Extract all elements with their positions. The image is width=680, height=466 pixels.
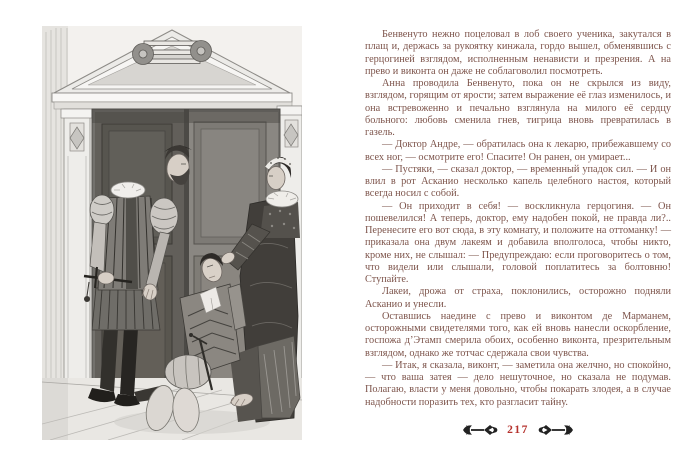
paragraph: — Пустяки, — сказал доктор, — временный упадок сил. — И он влил в рот Асканио несколько капель целебного настоя, который всегда носил с собой. (365, 163, 671, 200)
page-footer (365, 421, 671, 439)
paragraph: — Он приходит в себя! — воскликнула герцогиня. — Он пошевелился! А теперь, доктор, ему надобен покой, не правда ли?.. Перенесите его вот сюда, в эту комнату, и положите на оттоманку! — приказала она двум лакеям и добавила вполголоса, чтобы никто, кроме них, не слышал: — Предупреждаю: если проговоритесь о том, что видели или слышали, головой поплатитесь за болтовню! Ступайте. (365, 200, 671, 285)
paragraph: — Доктор Андре, — обратилась она к лекарю, прибежавшему со всех ног, — осмотрите его! Спасите! Он ранен, он умирает... (365, 139, 671, 163)
paragraph: — Итак, я сказала, виконт, — заметила она желчно, но спокойно, — что ваша затея — дело нешуточное, но сказала не подумав. Полагаю, власти у меня довольно, чтобы покарать злодея, а в случае надобности поразить тех, кто разгласит тайну. (365, 359, 671, 408)
paragraph: Анна проводила Бенвенуто, пока он не скрылся из виду, взглядом, горящим от ярости; затем выражение её глаз изменилось, и она встревоженно и печально взглянула на милого её сердцу больного: любовь сменила гнев, тигрица вновь превратилась в газель. (365, 78, 671, 138)
paragraph: Лакеи, дрожа от страха, поклонились, осторожно подняли Асканио и унесли. (365, 286, 671, 310)
paragraph: Бенвенуто нежно поцеловал в лоб своего ученика, закутался в плащ и, держась за рукоятку кинжала, гордо вышел, обменявшись с герцогиней взглядом, исполненным ненависти и презрения. А на прево и виконта он даже не соблаговолил посмотреть. (365, 29, 671, 77)
book-illustration (42, 26, 302, 440)
page-number: 217 (507, 424, 529, 436)
page-text (365, 29, 671, 409)
footer-ornament-right-icon (538, 423, 574, 437)
paragraph: Оставшись наедине с прево и виконтом де Марманем, осторожными свидетелями того, как ей вновь нанесли оскорбление, госпожа д’Этамп смерила обоих, особенно виконта, презрительным взглядом, однако же тотчас сдержала свои чувства. (365, 310, 671, 359)
illustration-canvas (42, 26, 302, 440)
footer-ornament-left-icon (462, 423, 498, 437)
